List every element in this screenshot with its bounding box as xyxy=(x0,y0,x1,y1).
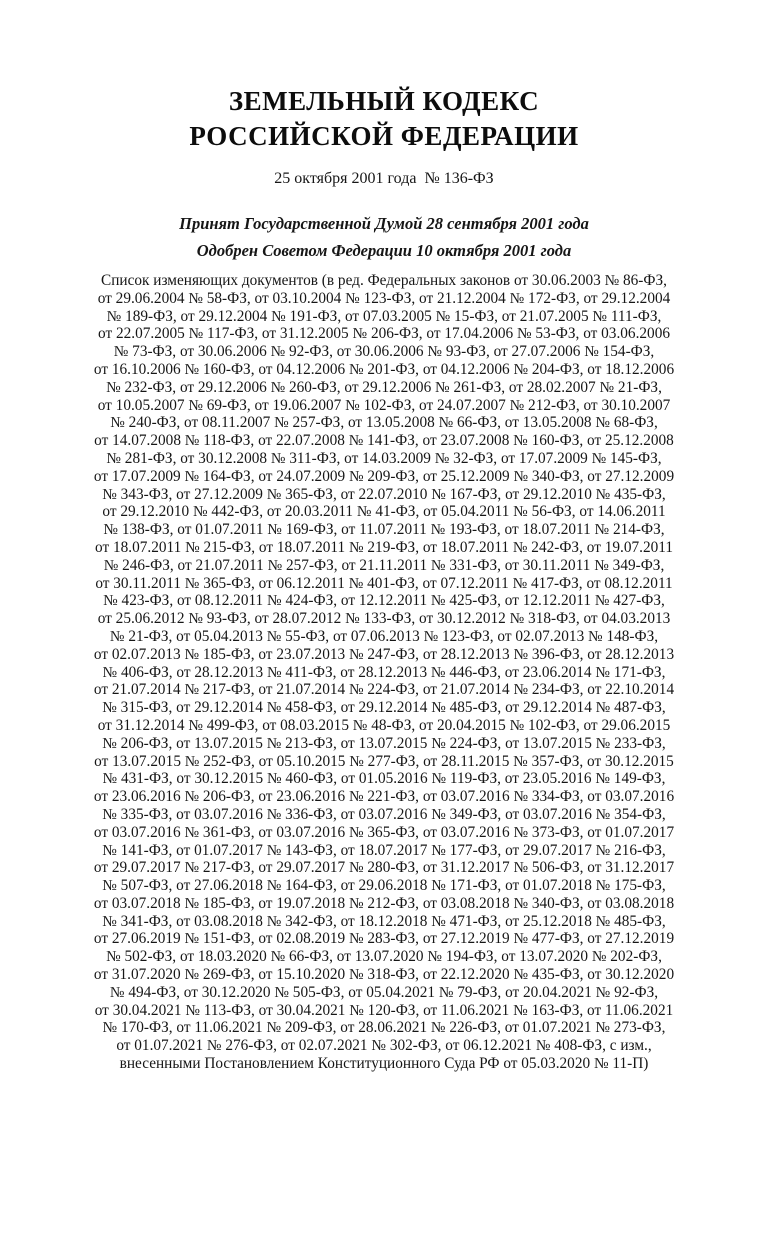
amendments-line: от 18.07.2011 № 215-ФЗ, от 18.07.2011 № 219-ФЗ, от 18.07.2011 № 242-ФЗ, от 19.07.2011 xyxy=(95,538,673,556)
amendments-line: № 232-ФЗ, от 29.12.2006 № 260-ФЗ, от 29.12.2006 № 261-ФЗ, от 28.02.2007 № 21-ФЗ, xyxy=(106,378,662,396)
amendments-line: № 343-ФЗ, от 27.12.2009 № 365-ФЗ, от 22.07.2010 № 167-ФЗ, от 29.12.2010 № 435-ФЗ, xyxy=(102,485,666,503)
amendments-line: от 14.07.2008 № 118-ФЗ, от 22.07.2008 № 141-ФЗ, от 23.07.2008 № 160-ФЗ, от 25.12.2008 xyxy=(94,432,674,450)
amendments-line: от 01.07.2021 № 276-ФЗ, от 02.07.2021 № 302-ФЗ, от 06.12.2021 № 408-ФЗ, с изм., xyxy=(116,1037,652,1055)
amendments-line: № 494-ФЗ, от 30.12.2020 № 505-ФЗ, от 05.04.2021 № 79-ФЗ, от 20.04.2021 № 92-ФЗ, xyxy=(109,983,659,1001)
amendments-line: № 335-ФЗ, от 03.07.2016 № 336-ФЗ, от 03.07.2016 № 349-ФЗ, от 03.07.2016 № 354-ФЗ, xyxy=(102,805,666,823)
amendments-line: от 30.11.2011 № 365-ФЗ, от 06.12.2011 № 401-ФЗ, от 07.12.2011 № 417-ФЗ, от 08.12.2011 xyxy=(95,574,673,592)
amendments-line: № 246-ФЗ, от 21.07.2011 № 257-ФЗ, от 21.11.2011 № 331-ФЗ, от 30.11.2011 № 349-ФЗ, xyxy=(103,556,665,574)
amendments-line: от 27.06.2019 № 151-ФЗ, от 02.08.2019 № 283-ФЗ, от 27.12.2019 № 477-ФЗ, от 27.12.2019 xyxy=(93,930,675,948)
amendments-line: № 423-ФЗ, от 08.12.2011 № 424-ФЗ, от 12.12.2011 № 425-ФЗ, от 12.12.2011 № 427-ФЗ, xyxy=(103,592,665,610)
amendments-line: № 73-ФЗ, от 30.06.2006 № 92-ФЗ, от 30.06.2006 № 93-ФЗ, от 27.07.2006 № 154-ФЗ, xyxy=(113,343,655,361)
amendments-line: № 240-ФЗ, от 08.11.2007 № 257-ФЗ, от 13.05.2008 № 66-ФЗ, от 13.05.2008 № 68-ФЗ, xyxy=(110,414,658,432)
amendments-line: Список изменяющих документов (в ред. Федеральных законов от 30.06.2003 № 86-ФЗ, xyxy=(101,272,667,289)
amendments-line: от 10.05.2007 № 69-ФЗ, от 19.06.2007 № 102-ФЗ, от 24.07.2007 № 212-ФЗ, от 30.10.2007 xyxy=(97,396,671,414)
amendments-line: от 22.07.2005 № 117-ФЗ, от 31.12.2005 № 206-ФЗ, от 17.04.2006 № 53-ФЗ, от 03.06.2006 xyxy=(98,325,670,343)
amendments-line: № 138-ФЗ, от 01.07.2011 № 169-ФЗ, от 11.07.2011 № 193-ФЗ, от 18.07.2011 № 214-ФЗ, xyxy=(103,521,665,539)
document-date-number: 25 октября 2001 года № 136-ФЗ xyxy=(274,170,494,187)
adopted-by-duma-line: Принят Государственной Думой 28 сентября 2001 года xyxy=(179,214,589,233)
amendments-line: от 21.07.2014 № 217-ФЗ, от 21.07.2014 № 224-ФЗ, от 21.07.2014 № 234-ФЗ, от 22.10.2014 xyxy=(93,681,675,699)
amendments-line: от 02.07.2013 № 185-ФЗ, от 23.07.2013 № 247-ФЗ, от 28.12.2013 № 396-ФЗ, от 28.12.2013 xyxy=(93,645,675,663)
amendments-line: от 30.04.2021 № 113-ФЗ, от 30.04.2021 № 120-ФЗ, от 11.06.2021 № 163-ФЗ, от 11.06.2021 xyxy=(94,1001,674,1019)
amendments-list xyxy=(0,272,768,1073)
amendments-line: от 16.10.2006 № 160-ФЗ, от 04.12.2006 № 201-ФЗ, от 04.12.2006 № 204-ФЗ, от 18.12.2006 xyxy=(93,360,675,378)
amendments-line: № 21-ФЗ, от 05.04.2013 № 55-ФЗ, от 07.06.2013 № 123-ФЗ, от 02.07.2013 № 148-ФЗ, xyxy=(109,627,659,645)
amendments-line: № 502-ФЗ, от 18.03.2020 № 66-ФЗ, от 13.07.2020 № 194-ФЗ, от 13.07.2020 № 202-ФЗ, xyxy=(106,948,662,966)
amendments-line: от 29.07.2017 № 217-ФЗ, от 29.07.2017 № 280-ФЗ, от 31.12.2017 № 506-ФЗ, от 31.12.2017 xyxy=(93,859,675,877)
document-title-line1: ЗЕМЕЛЬНЫЙ КОДЕКС xyxy=(228,86,540,116)
amendments-line: от 13.07.2015 № 252-ФЗ, от 05.10.2015 № 277-ФЗ, от 28.11.2015 № 357-ФЗ, от 30.12.2015 xyxy=(94,752,674,770)
amendments-line: № 141-ФЗ, от 01.07.2017 № 143-ФЗ, от 18.07.2017 № 177-ФЗ, от 29.07.2017 № 216-ФЗ, xyxy=(102,841,666,859)
amendments-line: от 03.07.2018 № 185-ФЗ, от 19.07.2018 № 212-ФЗ, от 03.08.2018 № 340-ФЗ, от 03.08.2018 xyxy=(93,894,675,912)
amendments-line: № 406-ФЗ, от 28.12.2013 № 411-ФЗ, от 28.12.2013 № 446-ФЗ, от 23.06.2014 № 171-ФЗ, xyxy=(102,663,666,681)
amendments-line: от 17.07.2009 № 164-ФЗ, от 24.07.2009 № 209-ФЗ, от 25.12.2009 № 340-ФЗ, от 27.12.2009 xyxy=(93,467,675,485)
amendments-line: № 431-ФЗ, от 30.12.2015 № 460-ФЗ, от 01.05.2016 № 119-ФЗ, от 23.05.2016 № 149-ФЗ, xyxy=(102,770,666,788)
amendments-line: № 315-ФЗ, от 29.12.2014 № 458-ФЗ, от 29.12.2014 № 485-ФЗ, от 29.12.2014 № 487-ФЗ, xyxy=(102,699,666,717)
amendments-line: от 25.06.2012 № 93-ФЗ, от 28.07.2012 № 133-ФЗ, от 30.12.2012 № 318-ФЗ, от 04.03.2013 xyxy=(97,610,671,628)
amendments-line: № 281-ФЗ, от 30.12.2008 № 311-ФЗ, от 14.03.2009 № 32-ФЗ, от 17.07.2009 № 145-ФЗ, xyxy=(106,449,662,467)
amendments-line: от 03.07.2016 № 361-ФЗ, от 03.07.2016 № 365-ФЗ, от 03.07.2016 № 373-ФЗ, от 01.07.2017 xyxy=(93,823,675,841)
amendments-line: № 189-ФЗ, от 29.12.2004 № 191-ФЗ, от 07.03.2005 № 15-ФЗ, от 21.07.2005 № 111-ФЗ, xyxy=(106,307,662,325)
amendments-line: от 23.06.2016 № 206-ФЗ, от 23.06.2016 № 221-ФЗ, от 03.07.2016 № 334-ФЗ, от 03.07.2016 xyxy=(93,788,675,806)
amendments-line: от 29.06.2004 № 58-ФЗ, от 03.10.2004 № 123-ФЗ, от 21.12.2004 № 172-ФЗ, от 29.12.2004 xyxy=(97,289,671,307)
amendments-line: от 31.07.2020 № 269-ФЗ, от 15.10.2020 № 318-ФЗ, от 22.12.2020 № 435-ФЗ, от 30.12.2020 xyxy=(93,966,675,984)
amendments-line: № 206-ФЗ, от 13.07.2015 № 213-ФЗ, от 13.07.2015 № 224-ФЗ, от 13.07.2015 № 233-ФЗ, xyxy=(102,734,666,752)
amendments-line: № 507-ФЗ, от 27.06.2018 № 164-ФЗ, от 29.06.2018 № 171-ФЗ, от 01.07.2018 № 175-ФЗ, xyxy=(102,877,666,895)
amendments-line: внесенными Постановлением Конституционного Суда РФ от 05.03.2020 № 11-П) xyxy=(119,1055,649,1073)
amendments-line: от 29.12.2010 № 442-ФЗ, от 20.03.2011 № 41-ФЗ, от 05.04.2011 № 56-ФЗ, от 14.06.2011 xyxy=(102,503,666,521)
document-title-line2: РОССИЙСКОЙ ФЕДЕРАЦИИ xyxy=(189,121,579,151)
amendments-line: № 341-ФЗ, от 03.08.2018 № 342-ФЗ, от 18.12.2018 № 471-ФЗ, от 25.12.2018 № 485-ФЗ, xyxy=(102,912,666,930)
amendments-line: от 31.12.2014 № 499-ФЗ, от 08.03.2015 № 48-ФЗ, от 20.04.2015 № 102-ФЗ, от 29.06.2015 xyxy=(97,716,671,734)
approved-by-council-line: Одобрен Советом Федерации 10 октября 2001 года xyxy=(196,241,572,260)
amendments-line: № 170-ФЗ, от 11.06.2021 № 209-ФЗ, от 28.06.2021 № 226-ФЗ, от 01.07.2021 № 273-ФЗ, xyxy=(102,1019,666,1037)
